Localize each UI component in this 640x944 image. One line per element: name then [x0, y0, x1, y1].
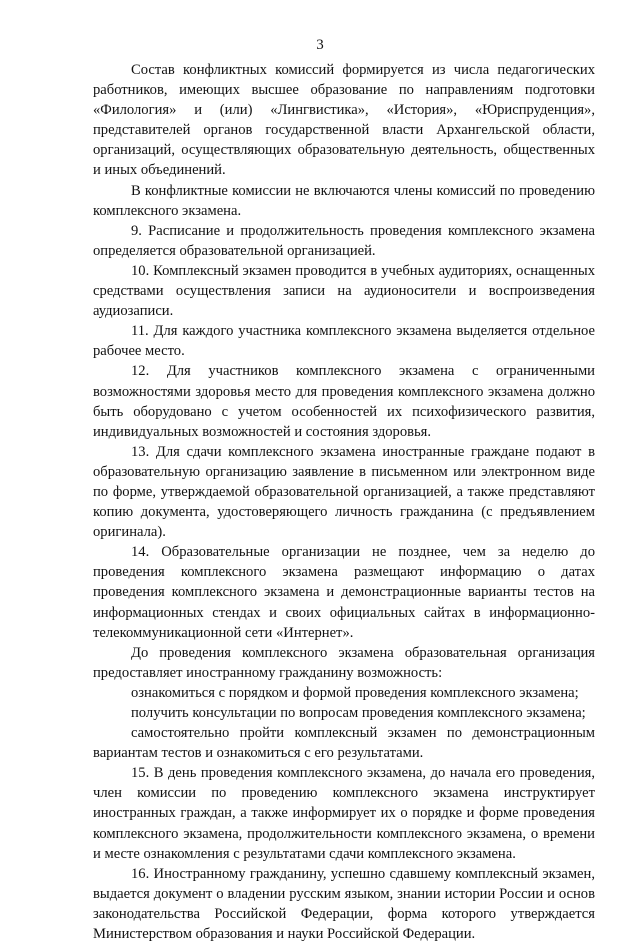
- paragraph-item-13: 13. Для сдачи комплексного экзамена иностранные граждане подают в образовательную организацию заявление в письменном или электронном виде по форме, утверждаемой образовательной организацией, а также представляют копию документа, удостоверяющего личность гражданина (с предъявлением оригинала).: [93, 443, 595, 541]
- paragraph-opportunity-familiarize: ознакомиться с порядком и формой проведения комплексного экзамена;: [131, 684, 579, 701]
- paragraph-commission-composition: Состав конфликтных комиссий формируется из числа педагогических работников, имеющих высшее образование по направлениям подготовки «Филология» и (или) «Лингвистика», «История», «Юриспруденция», представителей органов государственной власти Архангельской области, организаций, осуществляющих образовательную деятельность, общественных и иных объединений.: [93, 62, 595, 179]
- paragraph-opportunity-demo-test: самостоятельно пройти комплексный экзамен по демонстрационным вариантам тестов и ознакомиться с его результатами.: [93, 725, 595, 762]
- page-number: 3: [316, 37, 324, 53]
- paragraph-item-9: 9. Расписание и продолжительность проведения комплексного экзамена определяется образовательной организацией.: [93, 222, 595, 259]
- paragraph-item-14: 14. Образовательные организации не позднее, чем за неделю до проведения комплексного экзамена размещают информацию о датах проведения комплексного экзамена и демонстрационные варианты тестов на информационных стендах и своих официальных сайтах в информационно-телекоммуникационной сети «Интернет».: [93, 544, 595, 641]
- paragraph-item-10: 10. Комплексный экзамен проводится в учебных аудиториях, оснащенных средствами осуществления записи на аудионосители и воспроизведения аудиозаписи.: [93, 262, 595, 320]
- paragraph-item-15: 15. В день проведения комплексного экзамена, до начала его проведения, член комиссии по проведению комплексного экзамена инструктирует иностранных граждан, а также информирует их о порядке и форме проведения комплексного экзамена, продолжительности комплексного экзамена, о времени и месте ознакомления с результатами сдачи комплексного экзамена.: [93, 765, 595, 862]
- document-body: [93, 60, 595, 944]
- paragraph-item-16: 16. Иностранному гражданину, успешно сдавшему комплексный экзамен, выдается документ о владении русским языком, знании истории России и основ законодательства Российской Федерации, форма которого утверждается Министерством образования и науки Российской Федерации.: [93, 865, 595, 943]
- paragraph-opportunities-intro: До проведения комплексного экзамена образовательная организация предоставляет иностранному гражданину возможность:: [93, 644, 595, 681]
- paragraph-commission-exclusion: В конфликтные комиссии не включаются члены комиссий по проведению комплексного экзамена.: [93, 182, 595, 219]
- paragraph-opportunity-consultation: получить консультации по вопросам проведения комплексного экзамена;: [131, 705, 586, 721]
- paragraph-item-12: 12. Для участников комплексного экзамена с ограниченными возможностями здоровья место для проведения комплексного экзамена должно быть оборудовано с учетом особенностей их психофизического развития, индивидуальных возможностей и состояния здоровья.: [93, 363, 595, 440]
- paragraph-item-11: 11. Для каждого участника комплексного экзамена выделяется отдельное рабочее место.: [93, 323, 595, 360]
